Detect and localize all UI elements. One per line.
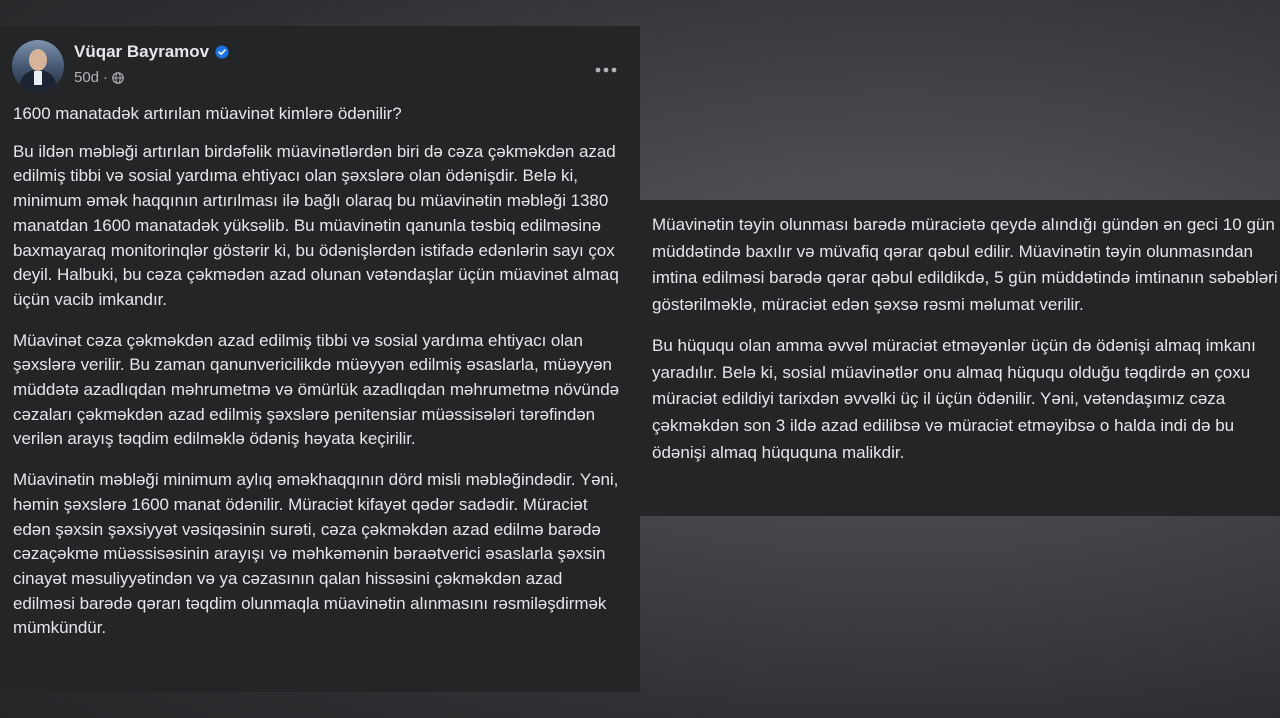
post-meta (74, 69, 124, 86)
meta-separator: · (103, 69, 109, 86)
post-title: 1600 manatadək artırılan müavinət kimlərə ödənilir? (13, 104, 402, 123)
author-avatar[interactable] (12, 40, 64, 92)
post-paragraph-3: Müavinətin məbləği minimum aylıq əməkhaqqının dörd misli məbləğindədir. Yəni, həmin şəxslərə 1600 manat ödənilir. Müraciət kifayət qədər sadədir. Müraciət edən şəxsin şəxsiyyət vəsiqəsinin surəti, cəza çəkməkdən azad edilmə barədə cəzaçəkmə müəssisəsinin arayışı və məhkəmənin bəraətverici əsaslarla şəxsin cinayət məsuliyyətindən və ya cəzasının qalan hissəsini çəkməkdən azad edilməsi barədə qərarı təqdim olunmaqla müavinətin alınmasını rəsmiləşdirmək mümkündür. (13, 470, 619, 638)
more-options-icon (595, 67, 617, 73)
post-paragraph-2: Müavinət cəza çəkməkdən azad edilmiş tibbi və sosial yardıma ehtiyacı olan şəxslərə verilir. Bu zaman qanunvericilikdə müəyyən edilmiş əsaslarla, müəyyən müddətə azadlıqdan məhrumetmə və ömürlük azadlıqdan məhrumetmə növündə cəzaları çəkməkdən azad edilmiş şəxslərə penitensiar müəssisələri tərəfindən verilən arayış təqdim edilməklə ödəniş həyata keçirilir. (13, 330, 620, 449)
continuation-paragraph-1: Müavinətin təyin olunması barədə müraciətə qeydə alındığı gündən ən geci 10 gün müddətində baxılır və müvafiq qərar qəbul edilir. Müavinətin təyin olunmasından imtina edilməsi barədə qərar qəbul edildikdə, 5 gün müddətində imtinanın səbəbləri göstərilməklə, müraciət edən şəxsə rəsmi məlumat verilir. (652, 215, 1278, 315)
avatar-shirt-shape (34, 71, 42, 85)
continuation-panel (640, 200, 1280, 516)
globe-icon[interactable] (112, 72, 124, 84)
post-body (12, 102, 624, 641)
verified-badge-icon (215, 45, 229, 59)
post-card (0, 26, 640, 692)
post-header (12, 38, 624, 94)
author-line (74, 42, 229, 62)
post-timestamp[interactable]: 50d (74, 69, 100, 86)
more-options-button[interactable] (588, 52, 624, 88)
post-paragraph-1: Bu ildən məbləği artırılan birdəfəlik müavinətlərdən biri də cəza çəkməkdən azad edilmiş tibbi və sosial yardıma ehtiyacı olan şəxslərə olan ödənişdir. Belə ki, minimum əmək haqqının artırılması ilə bağlı olaraq bu müavinətin məbləği 1380 manatdan 1600 manatadək yüksəlib. Bu müavinətin qanunla təsbiq edilməsinə baxmayaraq monitorinqlər göstərir ki, bu ödənişlərdən istifadə edənlərin sayı çox deyil. Halbuki, bu cəza çəkmədən azad olunan vətəndaşlar üçün müavinət almaq üçün vacib imkandır. (13, 141, 619, 309)
author-name[interactable]: Vüqar Bayramov (74, 42, 210, 61)
continuation-paragraph-2: Bu hüququ olan amma əvvəl müraciət etməyənlər üçün də ödənişi almaq imkanı yaradılır. Belə ki, sosial müavinətlər onu almaq hüququ olduğu təqdirdə ən çoxu müraciət edildiyi tarixdən əvvəlki üç il üçün ödənilir. Yəni, vətəndaşımız cəza çəkməkdən son 3 ildə azad edilibsə və müraciət etməyibsə o halda indi də bu ödənişi almaq hüququna malikdir. (652, 335, 1256, 462)
avatar-face-shape (29, 49, 47, 71)
